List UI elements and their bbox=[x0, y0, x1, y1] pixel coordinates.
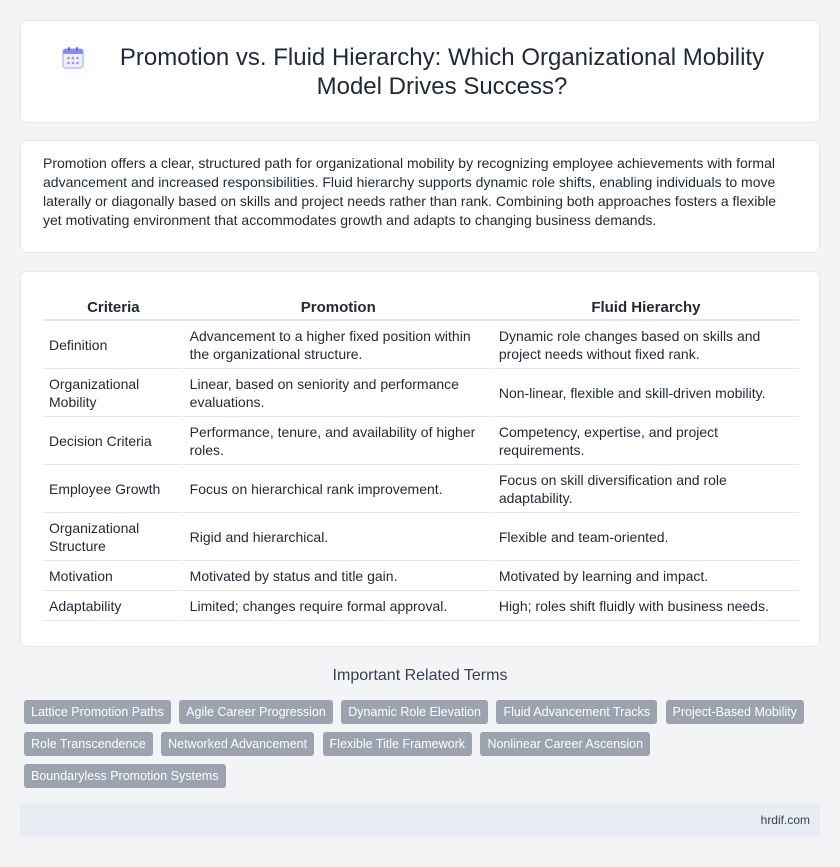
header-criteria: Criteria bbox=[43, 294, 184, 321]
related-term-tag[interactable]: Fluid Advancement Tracks bbox=[496, 700, 657, 724]
table-cell: Employee Growth bbox=[43, 465, 184, 513]
table-cell: Organizational Mobility bbox=[43, 369, 184, 417]
table-cell: Decision Criteria bbox=[43, 417, 184, 465]
related-term-tag[interactable]: Project-Based Mobility bbox=[666, 700, 804, 724]
table-cell: Definition bbox=[43, 321, 184, 369]
table-row bbox=[43, 369, 799, 417]
header-promotion: Promotion bbox=[184, 294, 493, 321]
related-term-tag[interactable]: Flexible Title Framework bbox=[323, 732, 472, 756]
table-row bbox=[43, 561, 799, 591]
summary-text: Promotion offers a clear, structured path for organizational mobility by recognizing employee achievements with formal advancement and increased responsibilities. Fluid hierarchy supports dynamic role shifts, enabling individuals to move laterally or diagonally based on skills and project needs rather than rank. Combining both approaches fosters a flexible yet motivating environment that accommodates growth and adapts to changing business demands. bbox=[43, 155, 777, 228]
comparison-card bbox=[20, 271, 820, 647]
table-cell: Linear, based on seniority and performance evaluations. bbox=[184, 369, 493, 417]
table-cell: Motivated by status and title gain. bbox=[184, 561, 493, 591]
table-cell: Limited; changes require formal approval. bbox=[184, 591, 493, 621]
table-cell: Competency, expertise, and project requirements. bbox=[493, 417, 799, 465]
table-row bbox=[43, 321, 799, 369]
table-cell: Flexible and team-oriented. bbox=[493, 513, 799, 561]
table-cell: Motivated by learning and impact. bbox=[493, 561, 799, 591]
related-term-tag[interactable]: Agile Career Progression bbox=[179, 700, 333, 724]
table-cell: Advancement to a higher fixed position within the organizational structure. bbox=[184, 321, 493, 369]
table-cell: Focus on skill diversification and role adaptability. bbox=[493, 465, 799, 513]
table-row bbox=[43, 465, 799, 513]
title-wrap bbox=[60, 43, 780, 101]
page-title: Promotion vs. Fluid Hierarchy: Which Organizational Mobility Model Drives Success? bbox=[119, 43, 765, 100]
table-cell: Adaptability bbox=[43, 591, 184, 621]
title-card bbox=[20, 20, 820, 123]
related-term-tag[interactable]: Role Transcendence bbox=[24, 732, 153, 756]
table-cell: Performance, tenure, and availability of higher roles. bbox=[184, 417, 493, 465]
table-row bbox=[43, 417, 799, 465]
table-row bbox=[43, 591, 799, 621]
table-cell: Rigid and hierarchical. bbox=[184, 513, 493, 561]
related-term-tag[interactable]: Nonlinear Career Ascension bbox=[480, 732, 650, 756]
table-cell: Dynamic role changes based on skills and project needs without fixed rank. bbox=[493, 321, 799, 369]
related-terms-heading: Important Related Terms bbox=[332, 667, 508, 684]
table-cell: Focus on hierarchical rank improvement. bbox=[184, 465, 493, 513]
related-term-tag[interactable]: Networked Advancement bbox=[161, 732, 314, 756]
table-cell: Motivation bbox=[43, 561, 184, 591]
calendar-icon bbox=[60, 45, 86, 71]
related-term-tag[interactable]: Dynamic Role Elevation bbox=[341, 700, 488, 724]
table-header-row bbox=[43, 294, 799, 321]
table-row bbox=[43, 513, 799, 561]
table-cell: High; roles shift fluidly with business needs. bbox=[493, 591, 799, 621]
footer-site-link[interactable]: hrdif.com bbox=[760, 813, 810, 827]
summary-card bbox=[20, 140, 820, 253]
related-term-tag[interactable]: Lattice Promotion Paths bbox=[24, 700, 171, 724]
footer bbox=[20, 803, 820, 837]
related-term-tag[interactable]: Boundaryless Promotion Systems bbox=[24, 764, 226, 788]
comparison-table bbox=[43, 294, 799, 621]
table-cell: Organizational Structure bbox=[43, 513, 184, 561]
header-fluid-hierarchy: Fluid Hierarchy bbox=[493, 294, 799, 321]
related-terms-list bbox=[24, 700, 814, 796]
table-cell: Non-linear, flexible and skill-driven mobility. bbox=[493, 369, 799, 417]
